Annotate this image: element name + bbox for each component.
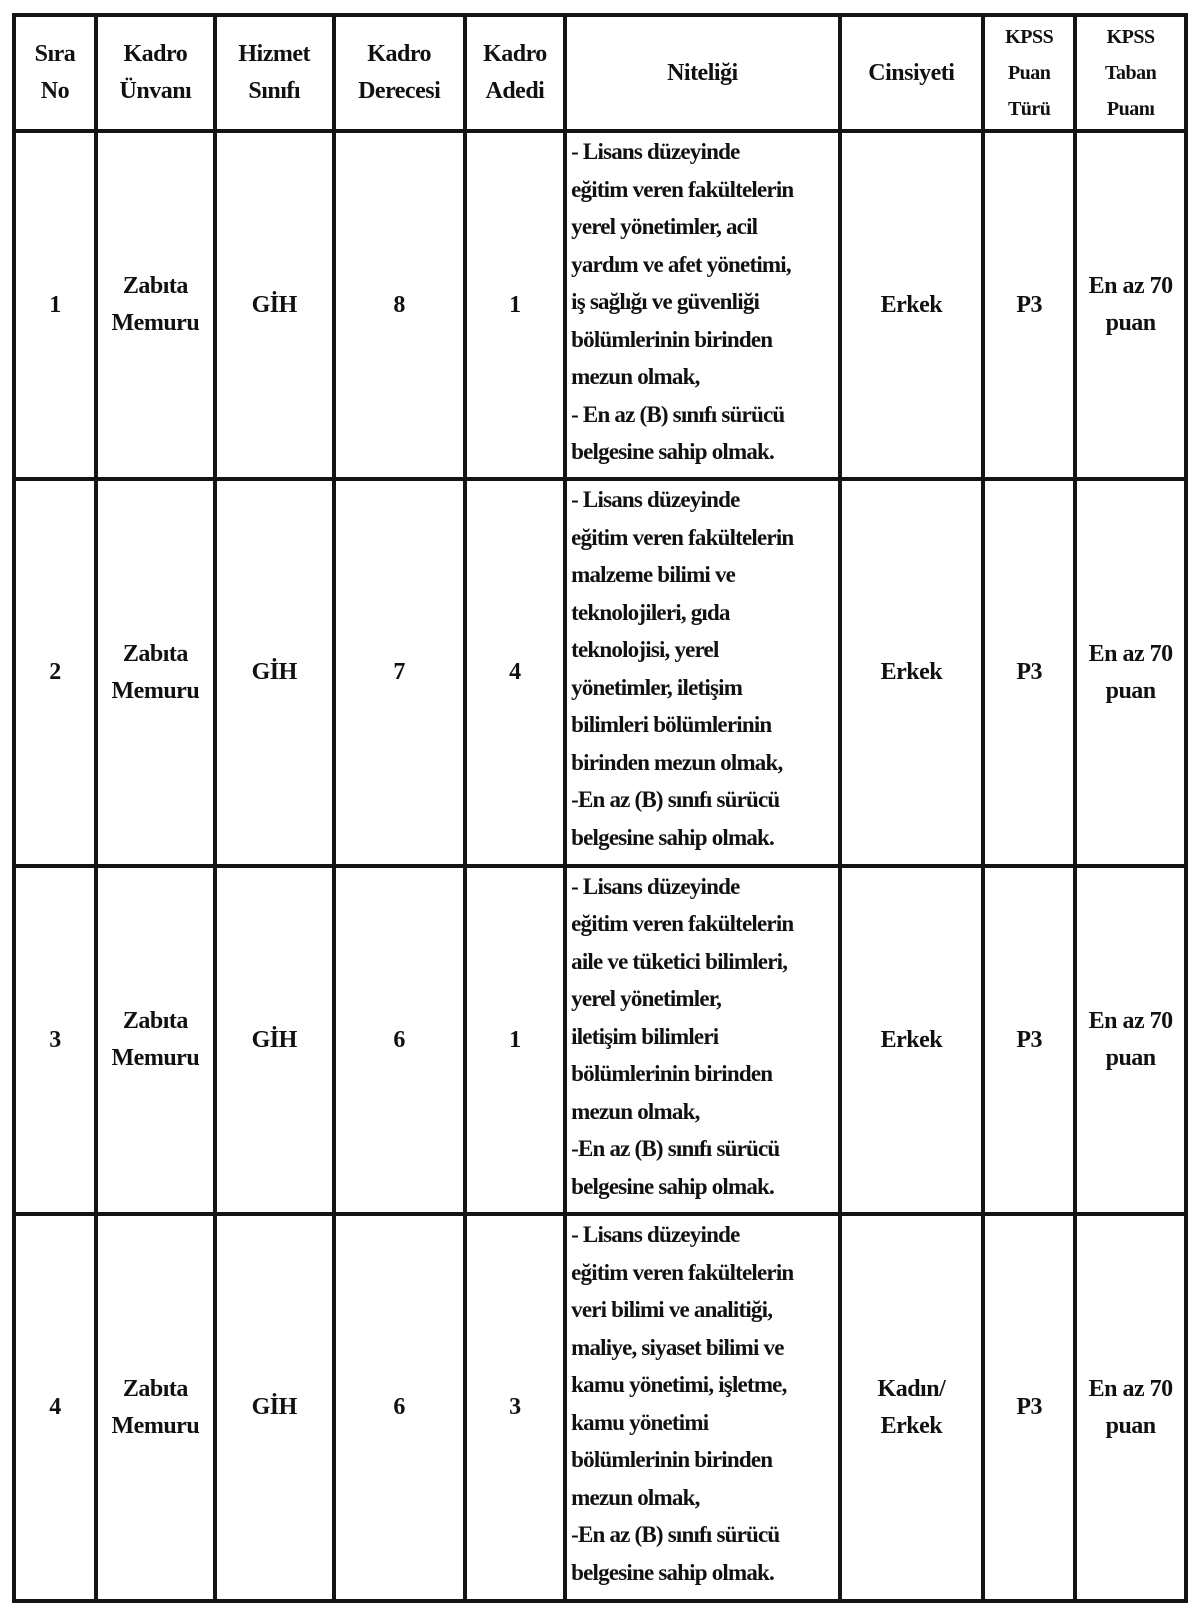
header-sira-no: Sıra No bbox=[14, 15, 96, 131]
cell-kpss-puan-turu: P3 bbox=[983, 479, 1075, 866]
cell-kpss-puan-turu: P3 bbox=[983, 131, 1075, 479]
cell-sira-no: 1 bbox=[14, 131, 96, 479]
cell-niteligi: - Lisans düzeyinde eğitim veren fakültelerin veri bilimi ve analitiği, maliye, siyaset bilimi ve kamu yönetimi, işletme, kamu yönetimi bölümlerinin birinden mezun olmak, -En az (B) sınıfı sürücü belgesine sahip olmak. bbox=[565, 1214, 840, 1601]
cell-kadro-adedi: 4 bbox=[465, 479, 565, 866]
table-row bbox=[14, 479, 1186, 866]
cell-kpss-taban-puani: En az 70 puan bbox=[1075, 479, 1186, 866]
cell-kadro-unvani: Zabıta Memuru bbox=[96, 1214, 215, 1601]
cell-kadro-unvani: Zabıta Memuru bbox=[96, 479, 215, 866]
cell-cinsiyeti: Kadın/ Erkek bbox=[840, 1214, 983, 1601]
cell-kadro-derecesi: 8 bbox=[334, 131, 465, 479]
cell-kpss-puan-turu: P3 bbox=[983, 1214, 1075, 1601]
header-hizmet-sinifi: Hizmet Sınıfı bbox=[215, 15, 334, 131]
cell-cinsiyeti: Erkek bbox=[840, 866, 983, 1214]
header-row bbox=[14, 15, 1186, 131]
cell-kadro-adedi: 3 bbox=[465, 1214, 565, 1601]
cell-kpss-taban-puani: En az 70 puan bbox=[1075, 866, 1186, 1214]
cell-niteligi: - Lisans düzeyinde eğitim veren fakültelerin malzeme bilimi ve teknolojileri, gıda teknolojisi, yerel yönetimler, iletişim bilimleri bölümlerinin birinden mezun olmak, -En az (B) sınıfı sürücü belgesine sahip olmak. bbox=[565, 479, 840, 866]
kadro-table bbox=[12, 13, 1188, 1603]
cell-kpss-taban-puani: En az 70 puan bbox=[1075, 131, 1186, 479]
header-kadro-derecesi: Kadro Derecesi bbox=[334, 15, 465, 131]
header-cinsiyeti: Cinsiyeti bbox=[840, 15, 983, 131]
cell-kadro-derecesi: 6 bbox=[334, 1214, 465, 1601]
header-kadro-unvani: Kadro Ünvanı bbox=[96, 15, 215, 131]
cell-sira-no: 4 bbox=[14, 1214, 96, 1601]
cell-hizmet-sinifi: GİH bbox=[215, 866, 334, 1214]
cell-kadro-derecesi: 6 bbox=[334, 866, 465, 1214]
cell-hizmet-sinifi: GİH bbox=[215, 479, 334, 866]
cell-kadro-adedi: 1 bbox=[465, 866, 565, 1214]
table-row bbox=[14, 1214, 1186, 1601]
cell-hizmet-sinifi: GİH bbox=[215, 131, 334, 479]
cell-kadro-adedi: 1 bbox=[465, 131, 565, 479]
table-row bbox=[14, 866, 1186, 1214]
cell-kadro-unvani: Zabıta Memuru bbox=[96, 866, 215, 1214]
table-body bbox=[14, 131, 1186, 1601]
cell-niteligi: - Lisans düzeyinde eğitim veren fakültelerin yerel yönetimler, acil yardım ve afet yönetimi, iş sağlığı ve güvenliği bölümlerinin birinden mezun olmak, - En az (B) sınıfı sürücü belgesine sahip olmak. bbox=[565, 131, 840, 479]
cell-hizmet-sinifi: GİH bbox=[215, 1214, 334, 1601]
table-header bbox=[14, 15, 1186, 131]
header-niteligi: Niteliği bbox=[565, 15, 840, 131]
cell-kpss-taban-puani: En az 70 puan bbox=[1075, 1214, 1186, 1601]
cell-kadro-derecesi: 7 bbox=[334, 479, 465, 866]
cell-cinsiyeti: Erkek bbox=[840, 479, 983, 866]
cell-sira-no: 3 bbox=[14, 866, 96, 1214]
cell-kadro-unvani: Zabıta Memuru bbox=[96, 131, 215, 479]
header-kpss-puan-turu: KPSS Puan Türü bbox=[983, 15, 1075, 131]
cell-kpss-puan-turu: P3 bbox=[983, 866, 1075, 1214]
cell-niteligi: - Lisans düzeyinde eğitim veren fakültelerin aile ve tüketici bilimleri, yerel yönetimler, iletişim bilimleri bölümlerinin birinden mezun olmak, -En az (B) sınıfı sürücü belgesine sahip olmak. bbox=[565, 866, 840, 1214]
header-kadro-adedi: Kadro Adedi bbox=[465, 15, 565, 131]
cell-sira-no: 2 bbox=[14, 479, 96, 866]
table-row bbox=[14, 131, 1186, 479]
header-kpss-taban-puani: KPSS Taban Puanı bbox=[1075, 15, 1186, 131]
cell-cinsiyeti: Erkek bbox=[840, 131, 983, 479]
